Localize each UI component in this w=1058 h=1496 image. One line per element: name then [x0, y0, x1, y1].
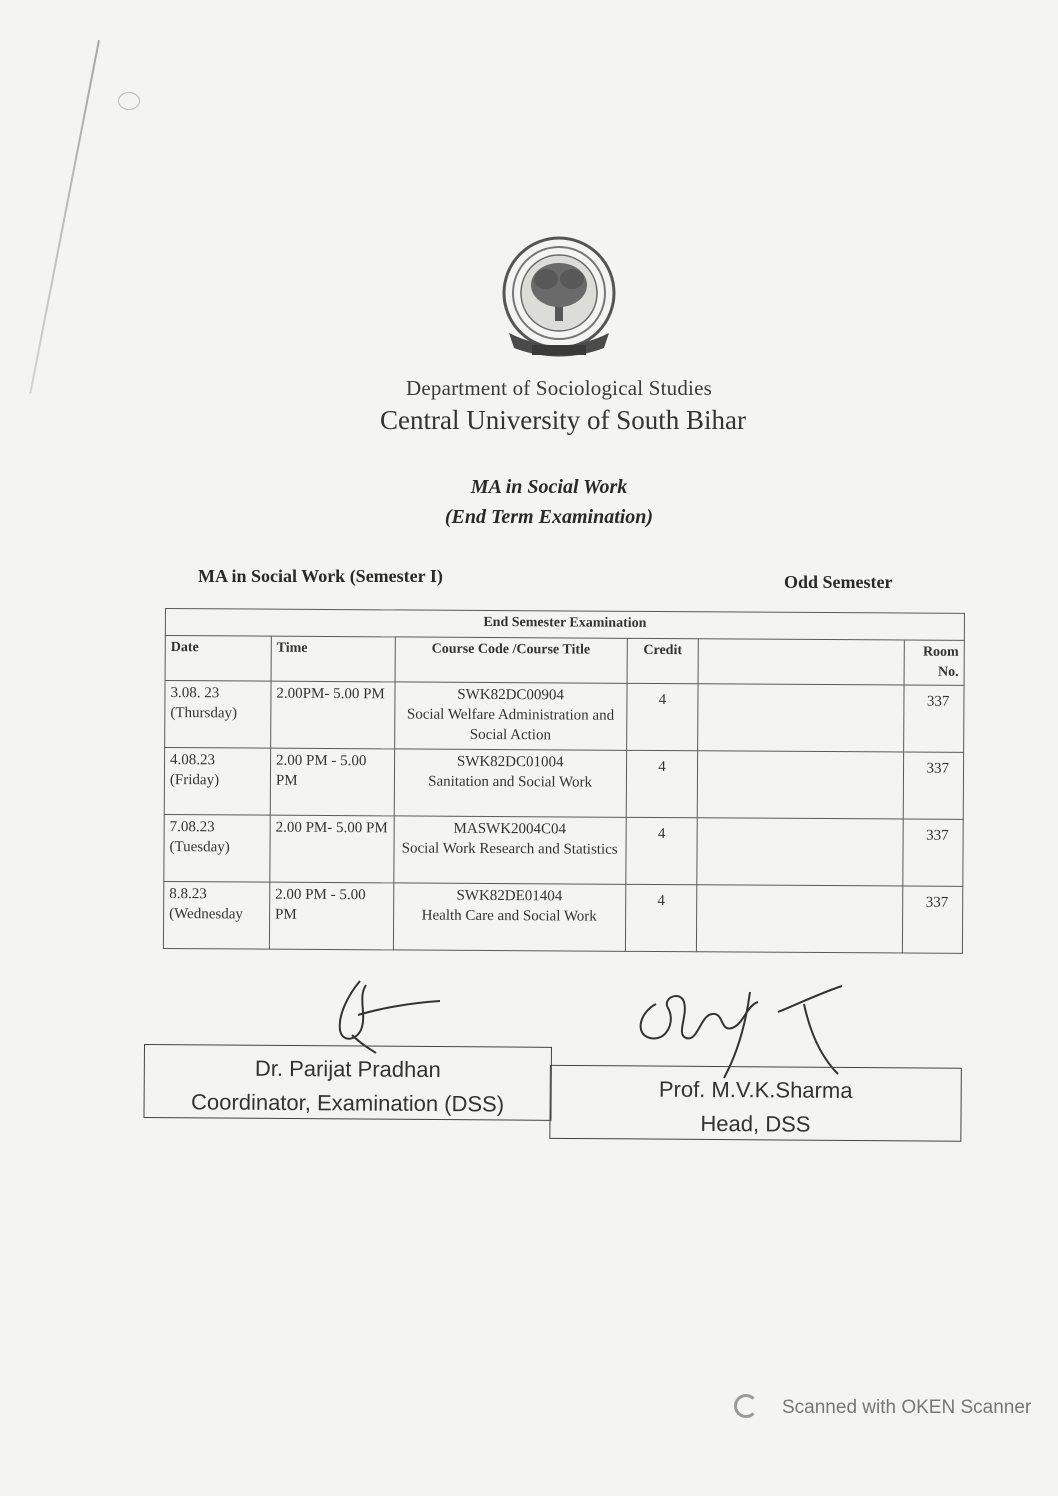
punch-hole-mark — [118, 92, 140, 110]
coordinator-name: Dr. Parijat Pradhan — [254, 1055, 441, 1083]
date-cell: 7.08.23 (Tuesday) — [164, 814, 270, 882]
credit-cell: 4 — [625, 817, 697, 884]
table-caption: End Semester Examination — [165, 609, 964, 641]
room-cell: 337 — [903, 819, 963, 886]
blank-cell — [698, 684, 904, 752]
time-cell: 2.00 PM- 5.00 PM — [270, 815, 394, 883]
header-course: Course Code /Course Title — [395, 637, 627, 683]
exam-title: (End Term Examination) — [444, 506, 654, 528]
blank-cell — [697, 885, 903, 953]
course-cell: MASWK2004C04 Social Work Research and Statistics — [394, 816, 626, 884]
exam-schedule-table — [163, 608, 965, 954]
head-name: Prof. M.V.K.Sharma — [658, 1076, 853, 1103]
date-cell: 8.8.23 (Wednesday — [163, 881, 269, 949]
university-seal-icon — [494, 233, 624, 363]
table-row — [165, 681, 964, 753]
time-cell: 2.00 PM - 5.00 PM — [269, 882, 393, 950]
room-cell: 337 — [903, 752, 963, 819]
header-blank — [699, 639, 905, 685]
course-cell: SWK82DC00904 Social Welfare Administration and Social Action — [394, 682, 626, 750]
coordinator-signature — [318, 975, 448, 1055]
credit-cell: 4 — [626, 683, 698, 750]
table-row — [163, 881, 962, 953]
header-credit: Credit — [627, 638, 699, 683]
course-cell: SWK82DE01404 Health Care and Social Work — [393, 883, 625, 951]
credit-cell: 4 — [625, 884, 697, 951]
header-date: Date — [165, 636, 271, 682]
header-room: Room No. — [904, 640, 964, 685]
date-cell: 4.08.23 (Friday) — [164, 748, 270, 816]
head-role: Head, DSS — [700, 1110, 811, 1137]
coordinator-role: Coordinator, Examination (DSS) — [190, 1089, 505, 1117]
time-cell: 2.00 PM - 5.00 PM — [270, 748, 394, 816]
room-cell: 337 — [904, 685, 964, 752]
credit-cell: 4 — [626, 750, 698, 817]
table-row — [164, 748, 963, 820]
semester-label: MA in Social Work (Semester I) — [198, 566, 443, 586]
date-cell: 3.08. 23 (Thursday) — [165, 681, 271, 749]
university-name: Central University of South Bihar — [380, 405, 746, 435]
blank-cell — [697, 818, 903, 886]
course-cell: SWK82DC01004 Sanitation and Social Work — [394, 749, 626, 817]
head-block — [549, 1065, 962, 1142]
scanner-watermark: Scanned with OKEN Scanner — [734, 1394, 1031, 1419]
odd-semester-label: Odd Semester — [784, 572, 893, 592]
table-row — [164, 814, 963, 886]
coordinator-block — [143, 1044, 552, 1121]
department-name: Department of Sociological Studies — [406, 376, 712, 400]
time-cell: 2.00PM- 5.00 PM — [271, 681, 395, 749]
header-time: Time — [271, 636, 395, 682]
scanner-logo-icon — [734, 1394, 758, 1418]
room-cell: 337 — [902, 886, 962, 953]
programme-title: MA in Social Work — [470, 476, 628, 498]
scan-edge-line — [29, 40, 100, 394]
blank-cell — [698, 751, 904, 819]
signature-box — [143, 1044, 962, 1146]
